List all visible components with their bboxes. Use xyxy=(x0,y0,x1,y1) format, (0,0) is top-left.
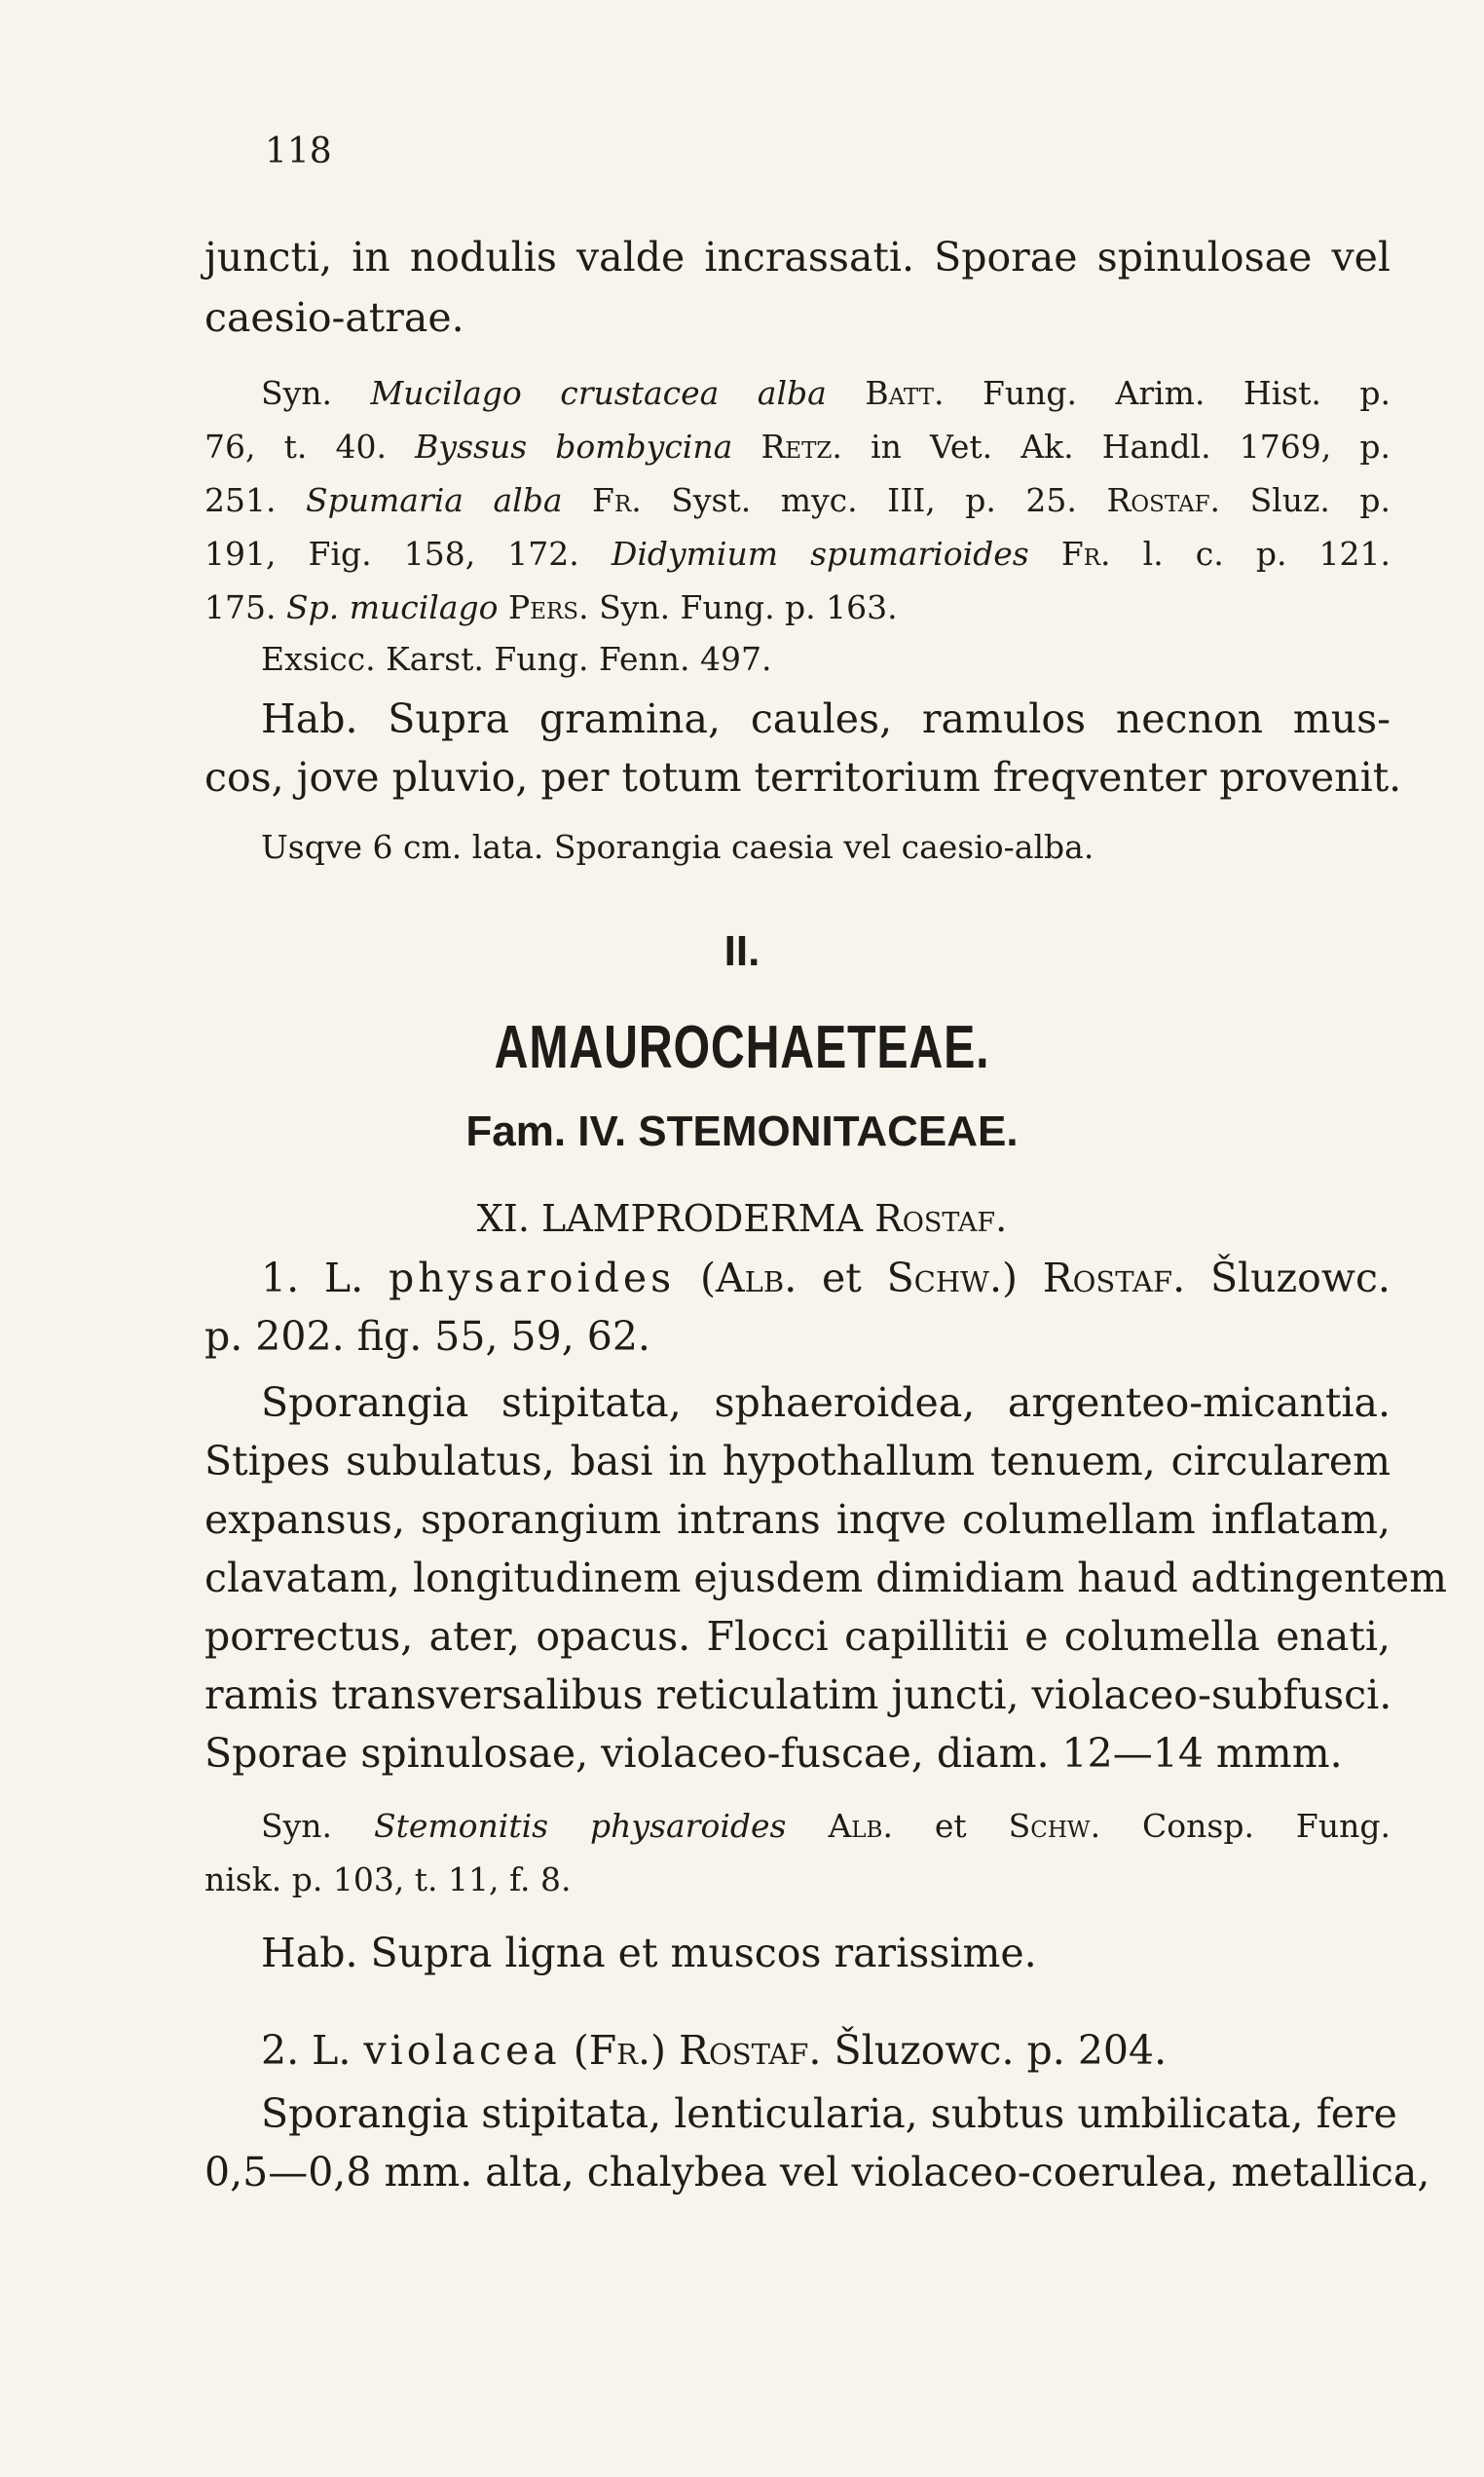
synonym-line xyxy=(204,535,1391,573)
page-number: 118 xyxy=(265,131,332,171)
taxon-name: Spumaria alba xyxy=(306,481,563,519)
species-number: 1. L. xyxy=(261,1255,364,1301)
author-name: Schw. xyxy=(886,1255,1002,1301)
paren: ) xyxy=(1001,1255,1018,1301)
description-line: Sporae spinulosae, violaceo-fuscae, diam. 12—14 mmm. xyxy=(204,1730,1343,1777)
syn-label: Syn. xyxy=(261,1807,332,1845)
habitat-line: Hab. Supra ligna et muscos rarissime. xyxy=(261,1930,1037,1976)
author-name: Rostaf. xyxy=(1042,1255,1186,1301)
reference-text: 175. xyxy=(204,588,277,626)
conjunction: et xyxy=(822,1255,862,1301)
paren: ( xyxy=(700,1255,717,1301)
description-line: clavatam, longitudinem ejusdem dimidiam haud adtingentem xyxy=(204,1555,1448,1601)
species-number: 2. L. xyxy=(261,2027,352,2074)
synonym-line: nisk. p. 103, t. 11, f. 8. xyxy=(204,1860,572,1898)
taxon-name: Mucilago crustacea alba xyxy=(370,374,827,412)
synonym-line xyxy=(261,374,1391,412)
reference-line: p. 202. fig. 55, 59, 62. xyxy=(204,1313,650,1360)
species-epithet: violacea xyxy=(363,2027,561,2074)
author-name: Fr. xyxy=(1060,535,1111,573)
taxon-name: Byssus bombycina xyxy=(415,428,733,466)
description-line: expansus, sporangium intrans inqve columellam inflatam, xyxy=(204,1496,1391,1543)
reference-text: 251. xyxy=(204,481,277,519)
reference-text: Fung. Arim. Hist. p. xyxy=(983,374,1391,412)
description-line: porrectus, ater, opacus. Flocci capillitii e columella enati, xyxy=(204,1613,1391,1660)
reference-text: 76, t. 40. xyxy=(204,428,388,466)
description-line: 0,5—0,8 mm. alta, chalybea vel violaceo-coerulea, metallica, xyxy=(204,2149,1430,2196)
author-name: Retz. xyxy=(761,428,842,466)
paren: ( xyxy=(573,2027,589,2074)
section-numeral: II. xyxy=(723,927,761,975)
reference-text: Syn. Fung. p. 163. xyxy=(599,588,898,626)
genus-heading xyxy=(0,1197,1484,1240)
reference-text: Sluz. p. xyxy=(1249,481,1391,519)
description-line: ramis transversalibus reticulatim juncti, violaceo-subfusci. xyxy=(204,1671,1392,1718)
synonym-line xyxy=(204,588,1391,626)
reference-text: 191, Fig. 158, 172. xyxy=(204,535,579,573)
exsiccata-line: Exsicc. Karst. Fung. Fenn. 497. xyxy=(261,640,772,678)
taxon-name: Sp. mucilago xyxy=(285,588,499,626)
author-name: Schw. xyxy=(1008,1807,1101,1845)
paragraph-line: juncti, in nodulis valde incrassati. Sporae spinulosae vel xyxy=(204,234,1391,281)
habitat-line: cos, jove pluvio, per totum territorium freqventer provenit. xyxy=(204,754,1402,801)
family-heading: Fam. IV. STEMONITACEAE. xyxy=(465,1107,1019,1155)
author-name: Batt. xyxy=(865,374,945,412)
species-heading xyxy=(261,1255,1391,1301)
genus-name: XI. LAMPRODERMA xyxy=(476,1197,864,1240)
author-name: Pers. xyxy=(508,588,589,626)
species-heading xyxy=(261,2027,1391,2074)
section-title: AMAUROCHAETEAE. xyxy=(494,1014,990,1081)
syn-label: Syn. xyxy=(261,374,332,412)
author-name: Alb. xyxy=(828,1807,893,1845)
description-line: Stipes subulatus, basi in hypothallum tenuem, circularem xyxy=(204,1438,1391,1484)
author-name: Fr. xyxy=(588,2027,651,2074)
taxon-name: Didymium spumarioides xyxy=(611,535,1029,573)
reference-text: Šluzowc. p. 204. xyxy=(834,2027,1168,2074)
author-name: Fr. xyxy=(592,481,642,519)
reference-text: Syst. myc. III, p. 25. xyxy=(671,481,1077,519)
reference-text: Šluzowc. xyxy=(1209,1255,1391,1301)
author-name: Alb. xyxy=(716,1255,798,1301)
description-line: Sporangia stipitata, sphaeroidea, argenteo-micantia. xyxy=(261,1379,1391,1426)
reference-text: in Vet. Ak. Handl. 1769, p. xyxy=(871,428,1391,466)
description-line: Sporangia stipitata, lenticularia, subtus umbilicata, fere xyxy=(261,2090,1397,2137)
reference-text: Consp. Fung. xyxy=(1142,1807,1391,1845)
synonym-line xyxy=(204,481,1391,519)
species-epithet: physaroides xyxy=(388,1255,676,1301)
taxon-name: Stemonitis physaroides xyxy=(373,1807,787,1845)
synonym-line xyxy=(204,428,1391,466)
paragraph-line: caesio-atrae. xyxy=(204,294,464,341)
author-name: Rostaf. xyxy=(874,1197,1008,1240)
author-name: Rostaf. xyxy=(1106,481,1221,519)
author-name: Rostaf. xyxy=(679,2027,822,2074)
reference-text: l. c. p. 121. xyxy=(1142,535,1391,573)
conjunction: et xyxy=(934,1807,967,1845)
size-note: Usqve 6 cm. lata. Sporangia caesia vel caesio-alba. xyxy=(261,828,1094,866)
synonym-line xyxy=(261,1807,1391,1845)
paren: ) xyxy=(650,2027,667,2074)
habitat-line: Hab. Supra gramina, caules, ramulos necnon mus- xyxy=(261,695,1391,742)
